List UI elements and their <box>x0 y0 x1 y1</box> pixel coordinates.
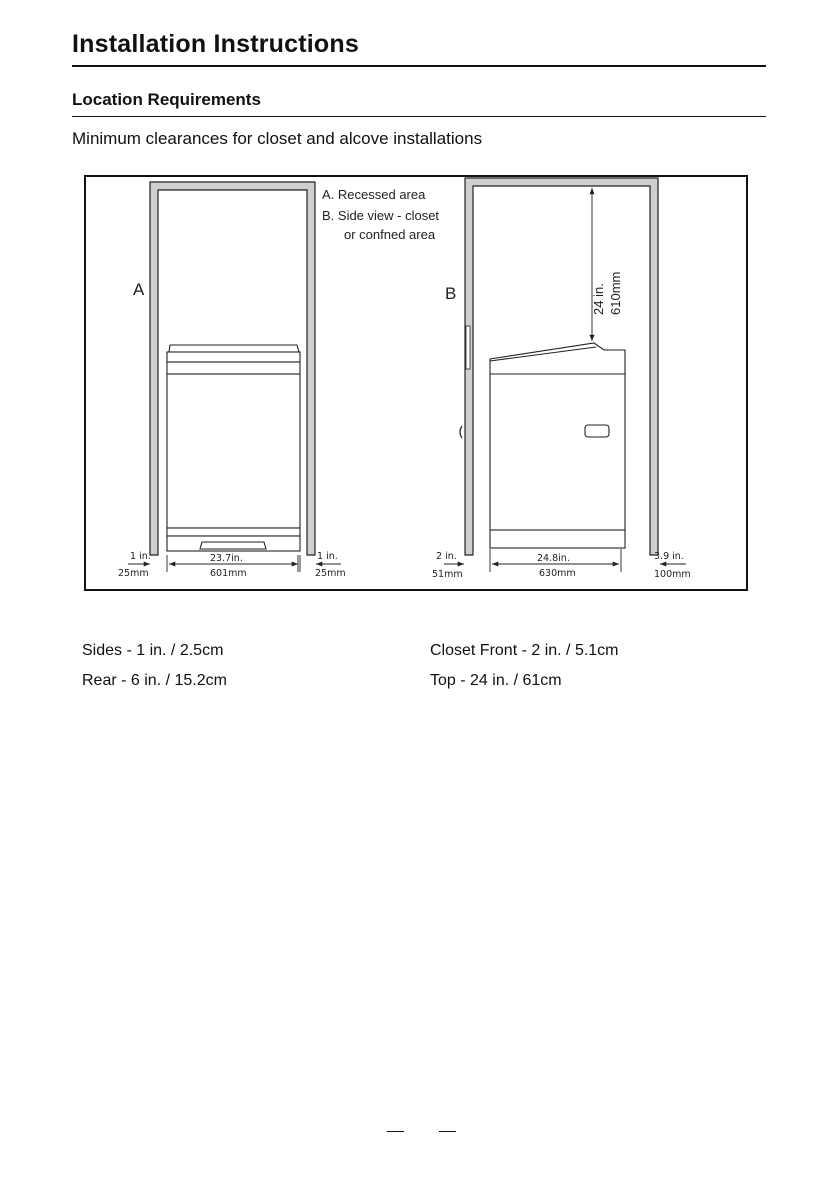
panel-a-width-in: 23.7in. <box>210 553 243 564</box>
panel-b-washer <box>490 343 625 548</box>
panel-b-front-gap-in: 2 in. <box>436 551 457 562</box>
clearance-top: Top - 24 in. / 61cm <box>430 672 562 689</box>
clearance-rear: Rear - 6 in. / 15.2cm <box>82 672 227 689</box>
clearance-diagram <box>84 175 748 591</box>
page-number-mark-left <box>387 1131 404 1132</box>
panel-b-front-gap-mm: 51mm <box>432 569 463 580</box>
clearance-sides: Sides - 1 in. / 2.5cm <box>82 642 224 659</box>
title-rule <box>72 65 766 67</box>
legend-side-view-line2: or confned area <box>344 227 436 242</box>
section-heading: Location Requirements <box>72 90 261 109</box>
panel-b-top-gap-in: 24 in. <box>591 283 606 315</box>
panel-b-rear-gap-in: 3.9 in. <box>654 551 684 562</box>
section-rule <box>72 116 766 117</box>
panel-a-right-gap-mm: 25mm <box>315 568 346 579</box>
legend-recessed-area: A. Recessed area <box>322 187 426 202</box>
panel-b-top-gap-mm: 610mm <box>608 271 623 315</box>
intro-text: Minimum clearances for closet and alcove installations <box>72 129 483 148</box>
panel-a-left-gap-mm: 25mm <box>118 568 149 579</box>
page-title: Installation Instructions <box>72 30 359 58</box>
closet-door <box>466 326 470 369</box>
panel-a-right-gap-in: 1 in. <box>317 551 338 562</box>
panel-a-label: A <box>133 280 145 299</box>
panel-b-label: B <box>445 284 457 303</box>
panel-b-depth-in: 24.8in. <box>537 553 570 564</box>
panel-a-washer <box>167 345 300 551</box>
page-number-mark-right <box>439 1131 456 1132</box>
panel-b-depth-mm: 630mm <box>539 568 576 579</box>
panel-b-rear-gap-mm: 100mm <box>654 569 691 580</box>
panel-a-left-gap-in: 1 in. <box>130 551 151 562</box>
legend-side-view-line1: B. Side view - closet <box>322 208 440 223</box>
panel-a-width-mm: 601mm <box>210 568 247 579</box>
clearance-closet-front: Closet Front - 2 in. / 5.1cm <box>430 642 619 659</box>
